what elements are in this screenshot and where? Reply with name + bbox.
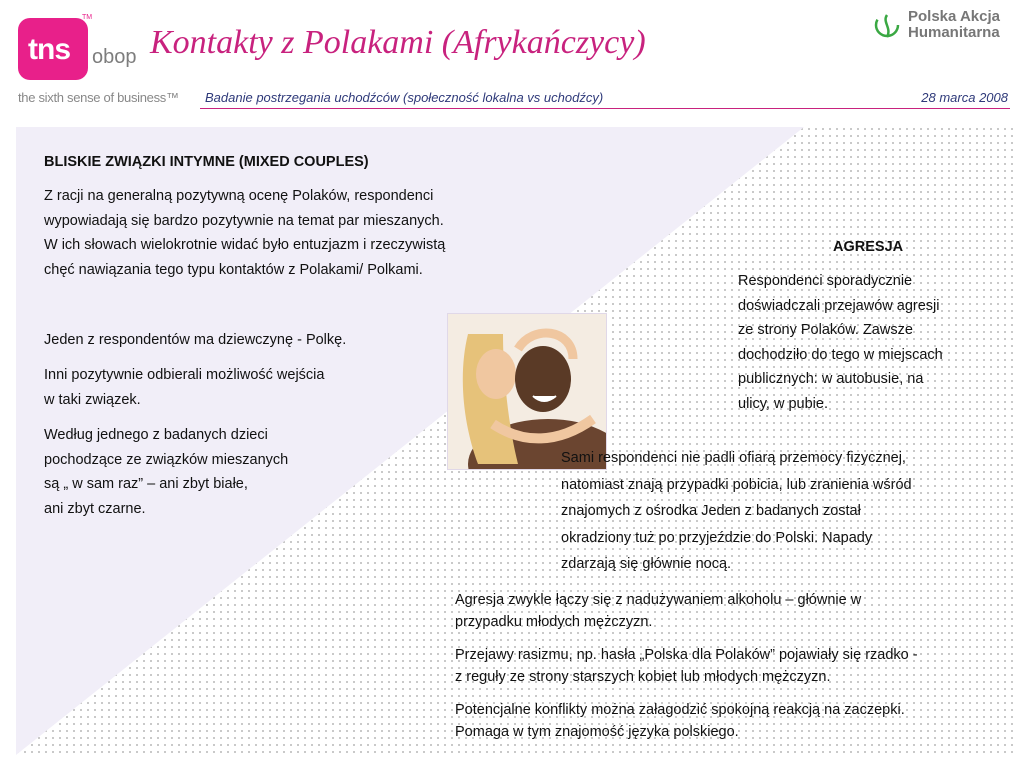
text-line: Agresja zwykle łączy się z nadużywaniem alkoholu – głównie w — [455, 592, 862, 608]
pah-logo-line1: Polska Akcja — [908, 8, 1000, 25]
paragraph-children — [44, 423, 288, 521]
section-heading-mixed-couples: BLISKIE ZWIĄZKI INTYMNE (MIXED COUPLES) — [44, 154, 369, 170]
text-line: ani zbyt czarne. — [44, 500, 146, 517]
slide-title: Kontakty z Polakami (Afrykańczycy) — [150, 24, 646, 61]
paragraph-conflicts — [455, 699, 905, 743]
text-line: okradziony tuż po przyjeździe do Polski. Napady — [561, 529, 873, 546]
paragraph-racism — [455, 644, 918, 688]
text-line: Pomaga w tym znajomość języka polskiego. — [455, 724, 739, 740]
paragraph-alcohol — [455, 589, 861, 633]
text-line: znajomych z ośrodka Jeden z badanych został — [561, 503, 861, 519]
text-line: pochodzące ze związków mieszanych — [44, 451, 289, 468]
paragraph-aggression-experience — [738, 269, 943, 416]
text-line: Z racji na generalną pozytywną ocenę Polaków, respondenci — [44, 188, 434, 204]
tagline: the sixth sense of business™ — [18, 90, 179, 105]
text-line: Inni pozytywnie odbierali możliwość wejścia — [44, 367, 325, 383]
text-line: chęć nawiązania tego typu kontaktów z Polakami/ Polkami. — [44, 261, 423, 278]
text-line: przypadku młodych mężczyzn. — [455, 614, 653, 630]
text-line: natomiast znają przypadki pobicia, lub zranienia wśród — [561, 476, 912, 493]
text-line: zdarzają się głównie nocą. — [561, 556, 732, 572]
text-line: Respondenci sporadycznie — [738, 273, 913, 289]
paragraph-girlfriend: Jeden z respondentów ma dziewczynę - Polkę. — [44, 332, 347, 348]
header-rule — [200, 108, 1010, 109]
paragraph-others — [44, 363, 324, 412]
pah-logo-icon — [872, 10, 902, 40]
study-subtitle: Badanie postrzegania uchodźców (społeczność lokalna vs uchodźcy) — [205, 90, 604, 105]
text-line: w taki związek. — [44, 391, 141, 408]
text-line: ze strony Polaków. Zawsze — [738, 322, 913, 338]
text-line: są „ w sam raz” – ani zbyt białe, — [44, 476, 248, 492]
text-line: ulicy, w pubie. — [738, 395, 828, 412]
section-heading-aggression: AGRESJA — [833, 239, 904, 255]
text-line: Sami respondenci nie padli ofiarą przemocy fizycznej, — [561, 450, 906, 466]
paragraph-violence — [561, 445, 912, 578]
text-line: W ich słowach wielokrotnie widać było entuzjazm i rzeczywistą — [44, 237, 446, 253]
tns-logo-obop: obop — [92, 46, 137, 68]
text-line: z reguły ze strony starszych kobiet lub młodych mężczyzn. — [455, 669, 831, 685]
date: 28 marca 2008 — [921, 90, 1008, 105]
paragraph-intro — [44, 184, 445, 282]
text-line: Przejawy rasizmu, np. hasła „Polska dla Polaków” pojawiały się rzadko - — [455, 647, 918, 663]
pah-logo-line2: Humanitarna — [908, 24, 1000, 41]
tns-logo-text: tns — [28, 33, 70, 66]
tns-logo-tm: TM — [82, 14, 93, 21]
text-line: doświadczali przejawów agresji — [738, 297, 940, 314]
text-line: publicznych: w autobusie, na — [738, 371, 924, 387]
text-line: dochodziło do tego w miejscach — [738, 346, 943, 363]
text-line: Potencjalne konflikty można załagodzić spokojną reakcją na zaczepki. — [455, 702, 905, 718]
text-line: wypowiadają się bardzo pozytywnie na temat par mieszanych. — [44, 212, 444, 229]
text-line: Według jednego z badanych dzieci — [44, 427, 268, 443]
